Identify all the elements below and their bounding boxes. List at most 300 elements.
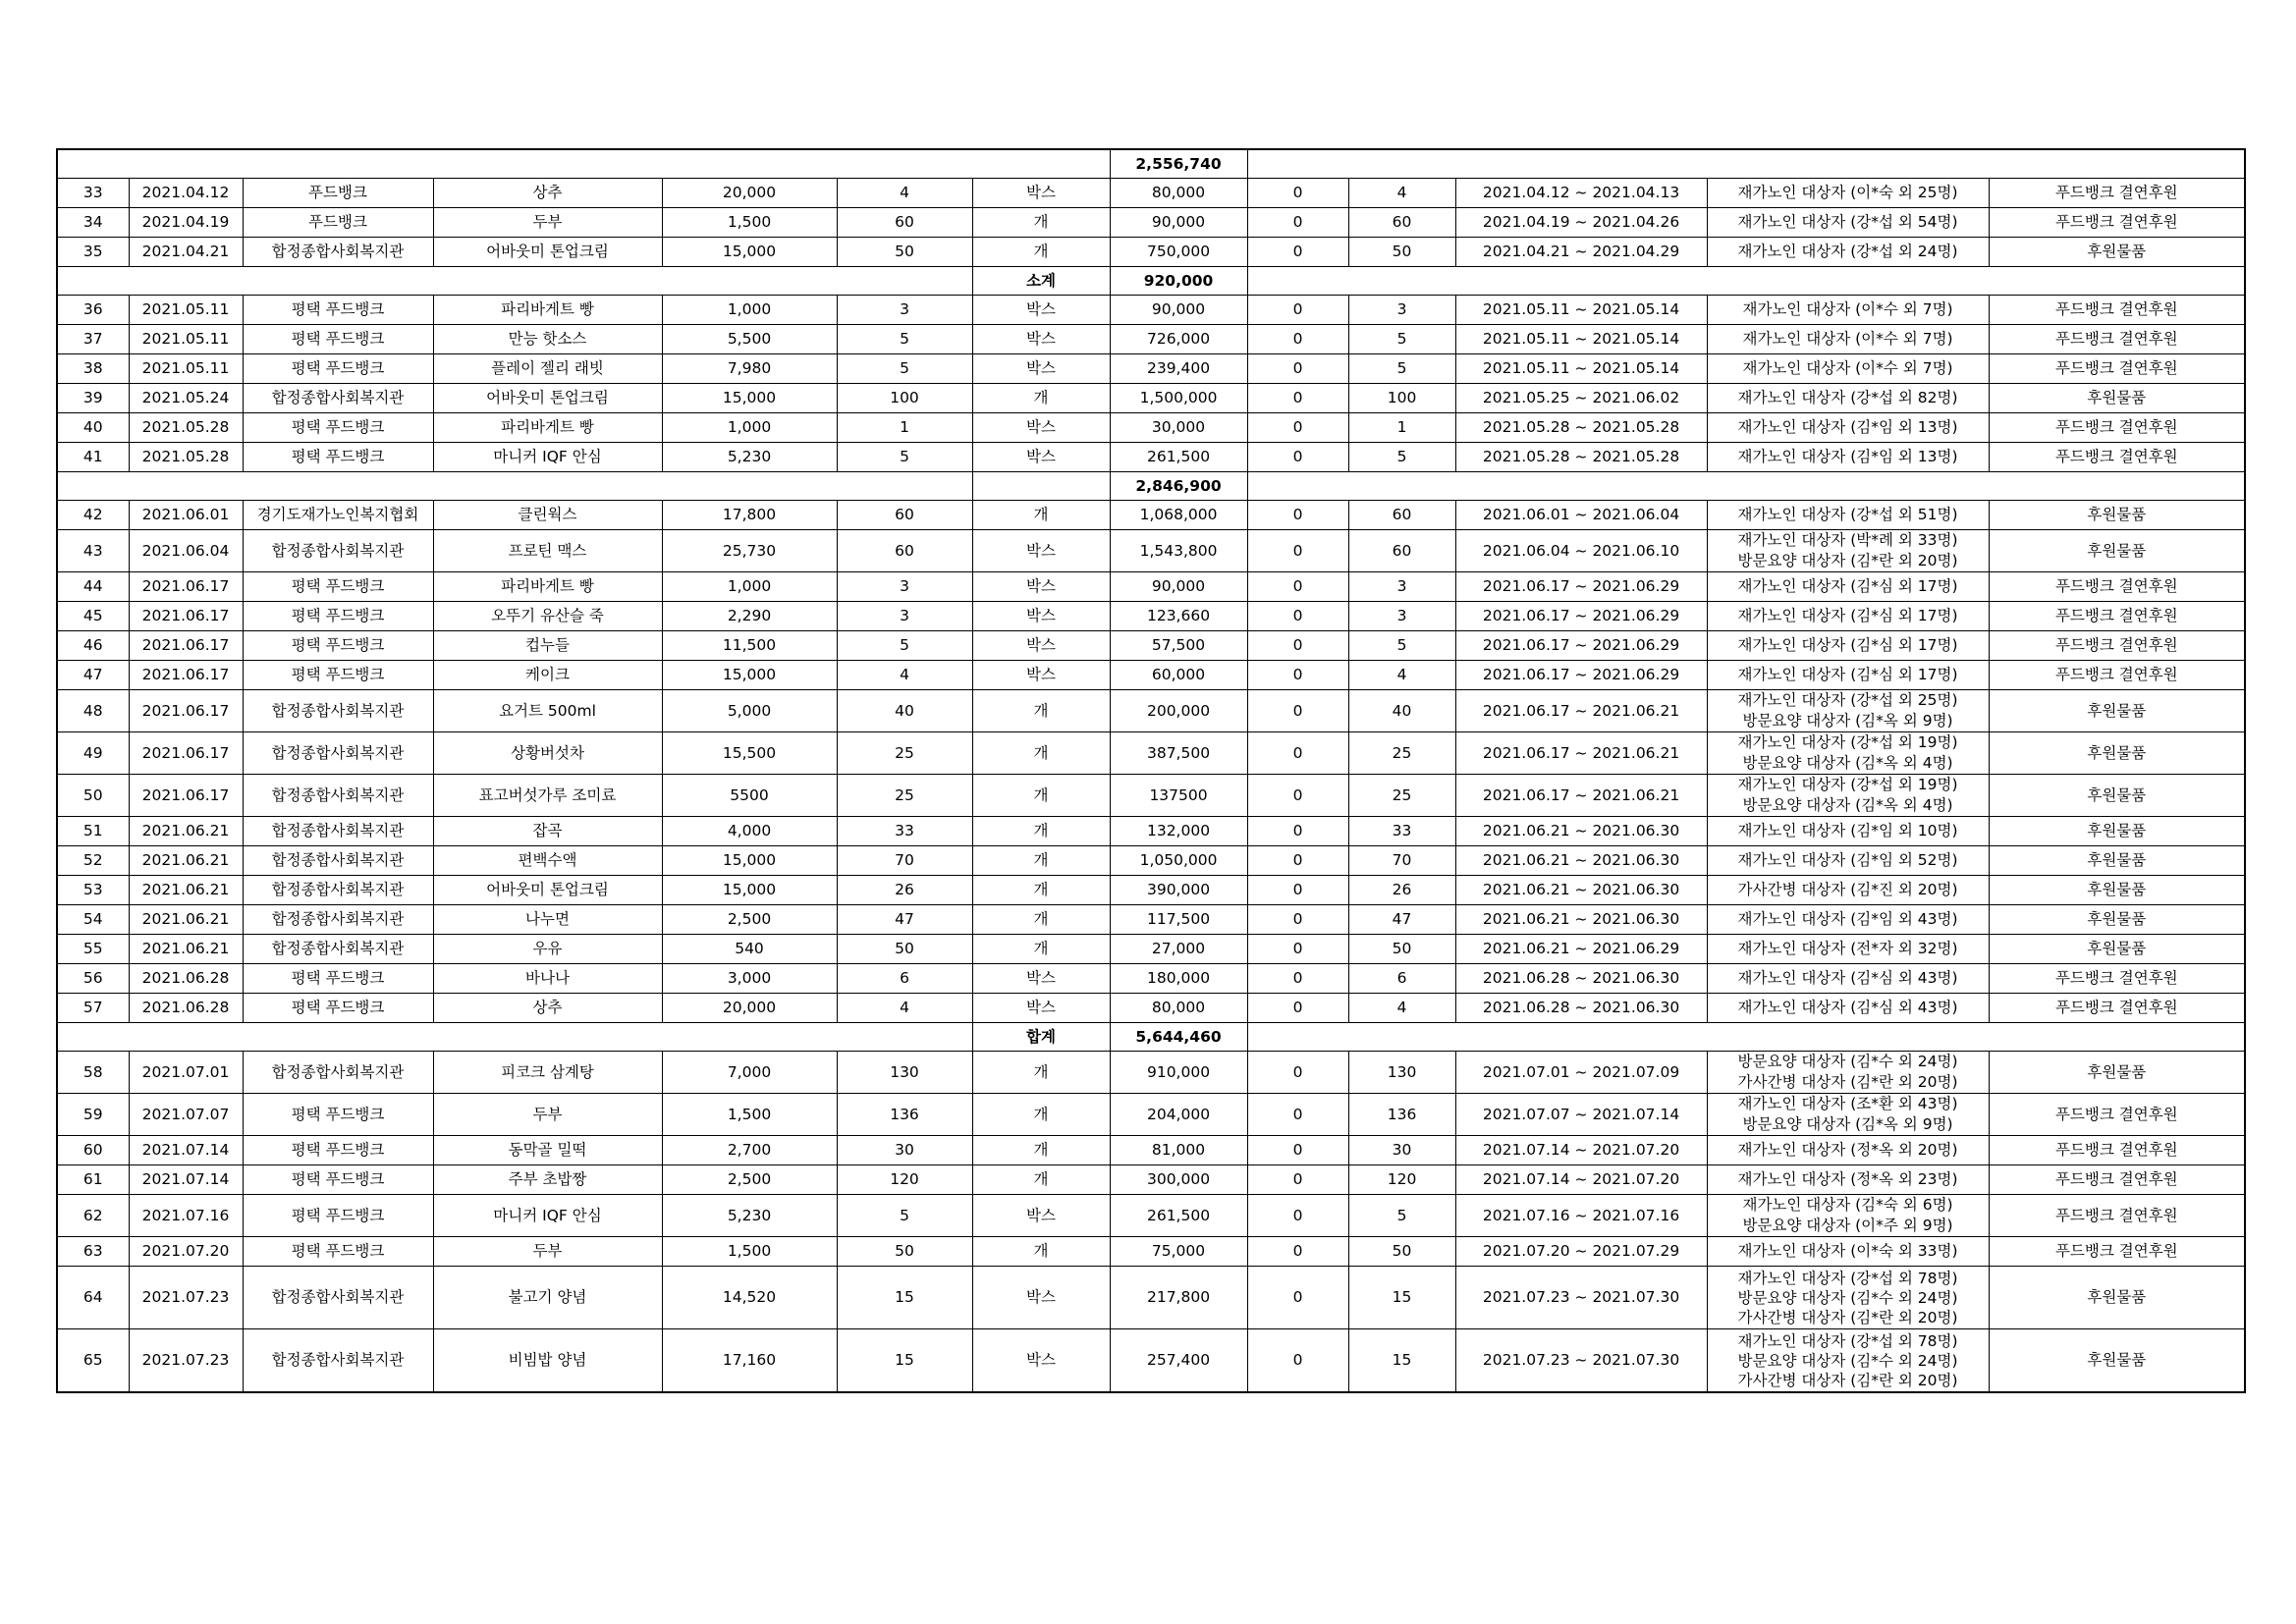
cell-type: 푸드뱅크 결연후원 xyxy=(1989,1165,2245,1195)
cell-no: 61 xyxy=(57,1165,129,1195)
table-row xyxy=(57,602,2245,631)
summary-row xyxy=(57,472,2245,501)
cell-donor: 평택 푸드뱅크 xyxy=(243,296,433,325)
cell-qty: 130 xyxy=(837,1052,972,1094)
cell-unit: 개 xyxy=(972,1136,1110,1165)
table-row xyxy=(57,732,2245,775)
cell-date: 2021.07.20 xyxy=(129,1237,243,1267)
cell-type: 후원물품 xyxy=(1989,817,2245,846)
cell-used: 0 xyxy=(1247,964,1348,994)
cell-date: 2021.05.11 xyxy=(129,325,243,354)
cell-amount: 90,000 xyxy=(1110,208,1247,238)
cell-qty: 50 xyxy=(837,1237,972,1267)
cell-donor: 합정종합사회복지관 xyxy=(243,817,433,846)
cell-amount: 90,000 xyxy=(1110,572,1247,602)
cell-amount: 1,500,000 xyxy=(1110,384,1247,413)
cell-unit: 개 xyxy=(972,1094,1110,1136)
cell-remain: 60 xyxy=(1348,208,1455,238)
target-line: 재가노인 대상자 (강*섭 외 54명) xyxy=(1737,213,1958,231)
cell-target xyxy=(1707,846,1989,876)
table-row xyxy=(57,354,2245,384)
table-row xyxy=(57,1237,2245,1267)
table-row xyxy=(57,208,2245,238)
cell-qty: 4 xyxy=(837,179,972,208)
target-line: 재가노인 대상자 (전*자 외 32명) xyxy=(1737,940,1958,957)
cell-amount: 117,500 xyxy=(1110,905,1247,935)
cell-period: 2021.07.01 ~ 2021.07.09 xyxy=(1455,1052,1707,1094)
cell-date: 2021.07.01 xyxy=(129,1052,243,1094)
table-row xyxy=(57,1267,2245,1329)
cell-donor: 합정종합사회복지관 xyxy=(243,238,433,267)
cell-donor: 합정종합사회복지관 xyxy=(243,876,433,905)
cell-period: 2021.05.11 ~ 2021.05.14 xyxy=(1455,296,1707,325)
cell-amount: 217,800 xyxy=(1110,1267,1247,1329)
cell-no: 47 xyxy=(57,661,129,690)
cell-target xyxy=(1707,876,1989,905)
cell-type: 푸드뱅크 결연후원 xyxy=(1989,572,2245,602)
cell-no: 33 xyxy=(57,179,129,208)
target-line: 재가노인 대상자 (강*섭 외 51명) xyxy=(1737,506,1958,523)
cell-type: 푸드뱅크 결연후원 xyxy=(1989,661,2245,690)
target-line: 방문요양 대상자 (김*옥 외 9명) xyxy=(1742,712,1953,730)
target-line: 방문요양 대상자 (김*수 외 24명) xyxy=(1737,1288,1958,1307)
cell-price: 15,500 xyxy=(662,732,837,775)
cell-no: 45 xyxy=(57,602,129,631)
cell-amount: 387,500 xyxy=(1110,732,1247,775)
cell-item: 불고기 양념 xyxy=(433,1267,662,1329)
cell-period: 2021.07.23 ~ 2021.07.30 xyxy=(1455,1267,1707,1329)
cell-no: 53 xyxy=(57,876,129,905)
cell-target xyxy=(1707,443,1989,472)
cell-used: 0 xyxy=(1247,501,1348,530)
cell-used: 0 xyxy=(1247,602,1348,631)
table-row xyxy=(57,1136,2245,1165)
cell-period: 2021.06.21 ~ 2021.06.30 xyxy=(1455,846,1707,876)
cell-used: 0 xyxy=(1247,208,1348,238)
cell-remain: 5 xyxy=(1348,1195,1455,1237)
cell-item: 마니커 IQF 안심 xyxy=(433,1195,662,1237)
summary-row xyxy=(57,1023,2245,1052)
cell-date: 2021.05.11 xyxy=(129,296,243,325)
cell-unit: 개 xyxy=(972,384,1110,413)
target-line: 가사간병 대상자 (김*란 외 20명) xyxy=(1737,1073,1958,1091)
cell-type: 푸드뱅크 결연후원 xyxy=(1989,1195,2245,1237)
cell-unit: 개 xyxy=(972,1052,1110,1094)
cell-period: 2021.07.23 ~ 2021.07.30 xyxy=(1455,1329,1707,1393)
cell-unit: 개 xyxy=(972,690,1110,732)
cell-qty: 6 xyxy=(837,964,972,994)
target-line: 재가노인 대상자 (이*숙 외 33명) xyxy=(1737,1242,1958,1260)
cell-date: 2021.06.21 xyxy=(129,817,243,846)
target-line: 방문요양 대상자 (김*옥 외 9명) xyxy=(1742,1115,1953,1133)
summary-spacer-right xyxy=(1247,267,2245,296)
cell-type: 후원물품 xyxy=(1989,732,2245,775)
table-row xyxy=(57,905,2245,935)
table-row xyxy=(57,631,2245,661)
cell-target xyxy=(1707,208,1989,238)
cell-qty: 25 xyxy=(837,775,972,817)
cell-donor: 합정종합사회복지관 xyxy=(243,1267,433,1329)
cell-no: 34 xyxy=(57,208,129,238)
cell-donor: 합정종합사회복지관 xyxy=(243,1052,433,1094)
cell-amount: 60,000 xyxy=(1110,661,1247,690)
cell-date: 2021.06.21 xyxy=(129,935,243,964)
cell-used: 0 xyxy=(1247,661,1348,690)
table-row xyxy=(57,661,2245,690)
cell-qty: 4 xyxy=(837,994,972,1023)
cell-target xyxy=(1707,1136,1989,1165)
cell-price: 5,000 xyxy=(662,690,837,732)
cell-date: 2021.05.11 xyxy=(129,354,243,384)
cell-remain: 5 xyxy=(1348,443,1455,472)
cell-no: 39 xyxy=(57,384,129,413)
target-line: 재가노인 대상자 (김*임 외 13명) xyxy=(1737,418,1958,436)
cell-no: 65 xyxy=(57,1329,129,1393)
cell-amount: 137500 xyxy=(1110,775,1247,817)
cell-period: 2021.06.17 ~ 2021.06.29 xyxy=(1455,602,1707,631)
cell-used: 0 xyxy=(1247,179,1348,208)
target-line: 가사간병 대상자 (김*진 외 20명) xyxy=(1737,881,1958,898)
cell-used: 0 xyxy=(1247,876,1348,905)
cell-type: 푸드뱅크 결연후원 xyxy=(1989,296,2245,325)
cell-period: 2021.05.11 ~ 2021.05.14 xyxy=(1455,354,1707,384)
cell-donor: 합정종합사회복지관 xyxy=(243,905,433,935)
cell-donor: 평택 푸드뱅크 xyxy=(243,631,433,661)
cell-date: 2021.04.21 xyxy=(129,238,243,267)
cell-date: 2021.06.17 xyxy=(129,661,243,690)
cell-target xyxy=(1707,964,1989,994)
cell-target xyxy=(1707,1094,1989,1136)
cell-date: 2021.07.23 xyxy=(129,1329,243,1393)
cell-type: 후원물품 xyxy=(1989,530,2245,572)
cell-target xyxy=(1707,690,1989,732)
cell-item: 파리바게트 빵 xyxy=(433,296,662,325)
cell-type: 푸드뱅크 결연후원 xyxy=(1989,413,2245,443)
cell-date: 2021.05.24 xyxy=(129,384,243,413)
cell-price: 1,500 xyxy=(662,1237,837,1267)
cell-qty: 30 xyxy=(837,1136,972,1165)
cell-unit: 개 xyxy=(972,501,1110,530)
cell-period: 2021.06.17 ~ 2021.06.29 xyxy=(1455,631,1707,661)
cell-date: 2021.06.01 xyxy=(129,501,243,530)
cell-qty: 5 xyxy=(837,443,972,472)
cell-date: 2021.06.17 xyxy=(129,732,243,775)
cell-period: 2021.04.21 ~ 2021.04.29 xyxy=(1455,238,1707,267)
cell-type: 후원물품 xyxy=(1989,501,2245,530)
table-row xyxy=(57,572,2245,602)
cell-amount: 1,068,000 xyxy=(1110,501,1247,530)
cell-no: 44 xyxy=(57,572,129,602)
cell-price: 1,000 xyxy=(662,572,837,602)
top-total-value: 2,556,740 xyxy=(1110,149,1247,179)
cell-remain: 4 xyxy=(1348,661,1455,690)
cell-unit: 박스 xyxy=(972,443,1110,472)
cell-target xyxy=(1707,1165,1989,1195)
cell-qty: 3 xyxy=(837,602,972,631)
cell-item: 오뚜기 유산슬 죽 xyxy=(433,602,662,631)
cell-remain: 6 xyxy=(1348,964,1455,994)
cell-period: 2021.06.21 ~ 2021.06.30 xyxy=(1455,905,1707,935)
cell-target xyxy=(1707,732,1989,775)
cell-date: 2021.06.21 xyxy=(129,846,243,876)
target-line: 재가노인 대상자 (김*숙 외 6명) xyxy=(1742,1196,1953,1214)
cell-period: 2021.04.12 ~ 2021.04.13 xyxy=(1455,179,1707,208)
cell-target xyxy=(1707,238,1989,267)
table-row xyxy=(57,179,2245,208)
cell-qty: 5 xyxy=(837,354,972,384)
cell-amount: 80,000 xyxy=(1110,179,1247,208)
cell-no: 52 xyxy=(57,846,129,876)
cell-amount: 750,000 xyxy=(1110,238,1247,267)
cell-price: 1,000 xyxy=(662,413,837,443)
cell-no: 59 xyxy=(57,1094,129,1136)
cell-type: 푸드뱅크 결연후원 xyxy=(1989,1136,2245,1165)
cell-amount: 123,660 xyxy=(1110,602,1247,631)
cell-qty: 1 xyxy=(837,413,972,443)
cell-unit: 박스 xyxy=(972,179,1110,208)
cell-price: 2,500 xyxy=(662,905,837,935)
cell-period: 2021.07.14 ~ 2021.07.20 xyxy=(1455,1165,1707,1195)
cell-qty: 3 xyxy=(837,296,972,325)
cell-item: 비빔밥 양념 xyxy=(433,1329,662,1393)
target-line: 재가노인 대상자 (이*수 외 7명) xyxy=(1742,330,1953,348)
cell-period: 2021.06.28 ~ 2021.06.30 xyxy=(1455,964,1707,994)
target-line: 재가노인 대상자 (김*심 외 17명) xyxy=(1737,577,1958,595)
cell-target xyxy=(1707,1052,1989,1094)
cell-target xyxy=(1707,602,1989,631)
cell-period: 2021.06.21 ~ 2021.06.30 xyxy=(1455,817,1707,846)
cell-period: 2021.06.04 ~ 2021.06.10 xyxy=(1455,530,1707,572)
cell-type: 푸드뱅크 결연후원 xyxy=(1989,179,2245,208)
cell-used: 0 xyxy=(1247,443,1348,472)
cell-donor: 평택 푸드뱅크 xyxy=(243,1094,433,1136)
cell-unit: 박스 xyxy=(972,572,1110,602)
cell-price: 11,500 xyxy=(662,631,837,661)
cell-price: 7,000 xyxy=(662,1052,837,1094)
summary-row xyxy=(57,267,2245,296)
cell-unit: 박스 xyxy=(972,296,1110,325)
cell-qty: 15 xyxy=(837,1267,972,1329)
cell-donor: 푸드뱅크 xyxy=(243,179,433,208)
summary-label: 소계 xyxy=(972,267,1110,296)
cell-remain: 5 xyxy=(1348,354,1455,384)
cell-item: 파리바게트 빵 xyxy=(433,572,662,602)
cell-item: 두부 xyxy=(433,208,662,238)
cell-no: 43 xyxy=(57,530,129,572)
cell-price: 2,290 xyxy=(662,602,837,631)
summary-value: 920,000 xyxy=(1110,267,1247,296)
table-row xyxy=(57,994,2245,1023)
cell-remain: 26 xyxy=(1348,876,1455,905)
cell-target xyxy=(1707,572,1989,602)
cell-period: 2021.06.21 ~ 2021.06.30 xyxy=(1455,876,1707,905)
cell-type: 후원물품 xyxy=(1989,876,2245,905)
cell-unit: 개 xyxy=(972,846,1110,876)
cell-donor: 평택 푸드뱅크 xyxy=(243,1237,433,1267)
cell-no: 56 xyxy=(57,964,129,994)
table-row xyxy=(57,1052,2245,1094)
table-row xyxy=(57,296,2245,325)
cell-date: 2021.04.12 xyxy=(129,179,243,208)
cell-price: 1,500 xyxy=(662,208,837,238)
table-row xyxy=(57,443,2245,472)
target-line: 재가노인 대상자 (박*례 외 33명) xyxy=(1737,531,1958,549)
cell-used: 0 xyxy=(1247,817,1348,846)
summary-value: 5,644,460 xyxy=(1110,1023,1247,1052)
cell-price: 14,520 xyxy=(662,1267,837,1329)
cell-date: 2021.07.23 xyxy=(129,1267,243,1329)
cell-period: 2021.06.01 ~ 2021.06.04 xyxy=(1455,501,1707,530)
cell-date: 2021.07.16 xyxy=(129,1195,243,1237)
cell-donor: 합정종합사회복지관 xyxy=(243,384,433,413)
cell-date: 2021.07.07 xyxy=(129,1094,243,1136)
table-row xyxy=(57,325,2245,354)
cell-type: 후원물품 xyxy=(1989,690,2245,732)
target-line: 방문요양 대상자 (김*옥 외 4명) xyxy=(1742,796,1953,814)
cell-type: 푸드뱅크 결연후원 xyxy=(1989,325,2245,354)
target-line: 재가노인 대상자 (김*임 외 43명) xyxy=(1737,910,1958,928)
target-line: 재가노인 대상자 (김*임 외 10명) xyxy=(1737,822,1958,839)
cell-unit: 박스 xyxy=(972,1267,1110,1329)
cell-remain: 60 xyxy=(1348,501,1455,530)
cell-period: 2021.06.21 ~ 2021.06.29 xyxy=(1455,935,1707,964)
cell-price: 5,230 xyxy=(662,1195,837,1237)
cell-qty: 120 xyxy=(837,1165,972,1195)
cell-used: 0 xyxy=(1247,572,1348,602)
cell-unit: 개 xyxy=(972,905,1110,935)
cell-target xyxy=(1707,384,1989,413)
cell-amount: 57,500 xyxy=(1110,631,1247,661)
cell-donor: 합정종합사회복지관 xyxy=(243,732,433,775)
cell-used: 0 xyxy=(1247,384,1348,413)
table-row xyxy=(57,690,2245,732)
cell-price: 25,730 xyxy=(662,530,837,572)
cell-type: 푸드뱅크 결연후원 xyxy=(1989,994,2245,1023)
target-line: 재가노인 대상자 (강*섭 외 24명) xyxy=(1737,243,1958,260)
cell-remain: 15 xyxy=(1348,1267,1455,1329)
cell-target xyxy=(1707,994,1989,1023)
cell-item: 마니커 IQF 안심 xyxy=(433,443,662,472)
cell-type: 후원물품 xyxy=(1989,1052,2245,1094)
top-total-row xyxy=(57,149,2245,179)
target-line: 방문요양 대상자 (김*수 외 24명) xyxy=(1737,1053,1958,1070)
target-line: 재가노인 대상자 (김*심 외 17명) xyxy=(1737,607,1958,624)
cell-amount: 1,050,000 xyxy=(1110,846,1247,876)
cell-donor: 푸드뱅크 xyxy=(243,208,433,238)
table-row xyxy=(57,384,2245,413)
cell-type: 푸드뱅크 결연후원 xyxy=(1989,1094,2245,1136)
cell-amount: 90,000 xyxy=(1110,296,1247,325)
cell-target xyxy=(1707,530,1989,572)
cell-unit: 개 xyxy=(972,1165,1110,1195)
cell-donor: 평택 푸드뱅크 xyxy=(243,572,433,602)
cell-target xyxy=(1707,775,1989,817)
target-line: 재가노인 대상자 (강*섭 외 19명) xyxy=(1737,733,1958,751)
target-line: 가사간병 대상자 (김*란 외 20명) xyxy=(1737,1371,1958,1389)
cell-date: 2021.06.17 xyxy=(129,775,243,817)
cell-item: 동막골 밀떡 xyxy=(433,1136,662,1165)
target-line: 재가노인 대상자 (강*섭 외 82명) xyxy=(1737,389,1958,406)
cell-remain: 136 xyxy=(1348,1094,1455,1136)
top-total-spacer-right xyxy=(1247,149,2245,179)
cell-period: 2021.06.17 ~ 2021.06.21 xyxy=(1455,732,1707,775)
cell-price: 5,230 xyxy=(662,443,837,472)
summary-spacer xyxy=(57,267,972,296)
cell-no: 58 xyxy=(57,1052,129,1094)
cell-amount: 204,000 xyxy=(1110,1094,1247,1136)
cell-unit: 박스 xyxy=(972,530,1110,572)
cell-unit: 박스 xyxy=(972,631,1110,661)
summary-label: 합계 xyxy=(972,1023,1110,1052)
cell-no: 38 xyxy=(57,354,129,384)
cell-unit: 박스 xyxy=(972,413,1110,443)
cell-date: 2021.07.14 xyxy=(129,1165,243,1195)
cell-type: 푸드뱅크 결연후원 xyxy=(1989,602,2245,631)
cell-type: 후원물품 xyxy=(1989,238,2245,267)
cell-qty: 4 xyxy=(837,661,972,690)
target-line: 재가노인 대상자 (이*숙 외 25명) xyxy=(1737,184,1958,201)
table-row xyxy=(57,964,2245,994)
cell-qty: 136 xyxy=(837,1094,972,1136)
cell-type: 푸드뱅크 결연후원 xyxy=(1989,443,2245,472)
cell-no: 57 xyxy=(57,994,129,1023)
cell-amount: 261,500 xyxy=(1110,1195,1247,1237)
summary-label xyxy=(972,472,1110,501)
cell-type: 후원물품 xyxy=(1989,846,2245,876)
table-row xyxy=(57,1329,2245,1393)
cell-used: 0 xyxy=(1247,631,1348,661)
cell-price: 4,000 xyxy=(662,817,837,846)
cell-unit: 박스 xyxy=(972,1329,1110,1393)
target-line: 방문요양 대상자 (김*란 외 20명) xyxy=(1737,552,1958,569)
cell-date: 2021.06.17 xyxy=(129,572,243,602)
target-line: 재가노인 대상자 (강*섭 외 19명) xyxy=(1737,776,1958,793)
cell-period: 2021.06.17 ~ 2021.06.29 xyxy=(1455,572,1707,602)
cell-no: 50 xyxy=(57,775,129,817)
cell-used: 0 xyxy=(1247,846,1348,876)
cell-remain: 25 xyxy=(1348,732,1455,775)
cell-period: 2021.05.25 ~ 2021.06.02 xyxy=(1455,384,1707,413)
cell-qty: 33 xyxy=(837,817,972,846)
cell-type: 푸드뱅크 결연후원 xyxy=(1989,1237,2245,1267)
table-row xyxy=(57,1195,2245,1237)
cell-qty: 100 xyxy=(837,384,972,413)
cell-price: 15,000 xyxy=(662,384,837,413)
cell-no: 49 xyxy=(57,732,129,775)
cell-item: 표고버섯가루 조미료 xyxy=(433,775,662,817)
target-line: 재가노인 대상자 (김*심 외 43명) xyxy=(1737,999,1958,1016)
cell-item: 어바웃미 톤업크림 xyxy=(433,876,662,905)
cell-remain: 1 xyxy=(1348,413,1455,443)
cell-price: 17,800 xyxy=(662,501,837,530)
cell-period: 2021.07.20 ~ 2021.07.29 xyxy=(1455,1237,1707,1267)
cell-target xyxy=(1707,661,1989,690)
cell-period: 2021.05.28 ~ 2021.05.28 xyxy=(1455,443,1707,472)
top-total-spacer xyxy=(57,149,1110,179)
cell-remain: 30 xyxy=(1348,1136,1455,1165)
cell-used: 0 xyxy=(1247,690,1348,732)
cell-date: 2021.05.28 xyxy=(129,413,243,443)
cell-no: 64 xyxy=(57,1267,129,1329)
cell-unit: 개 xyxy=(972,935,1110,964)
cell-price: 540 xyxy=(662,935,837,964)
cell-amount: 81,000 xyxy=(1110,1136,1247,1165)
cell-item: 편백수액 xyxy=(433,846,662,876)
cell-unit: 개 xyxy=(972,1237,1110,1267)
cell-amount: 1,543,800 xyxy=(1110,530,1247,572)
cell-unit: 박스 xyxy=(972,602,1110,631)
cell-date: 2021.06.17 xyxy=(129,602,243,631)
